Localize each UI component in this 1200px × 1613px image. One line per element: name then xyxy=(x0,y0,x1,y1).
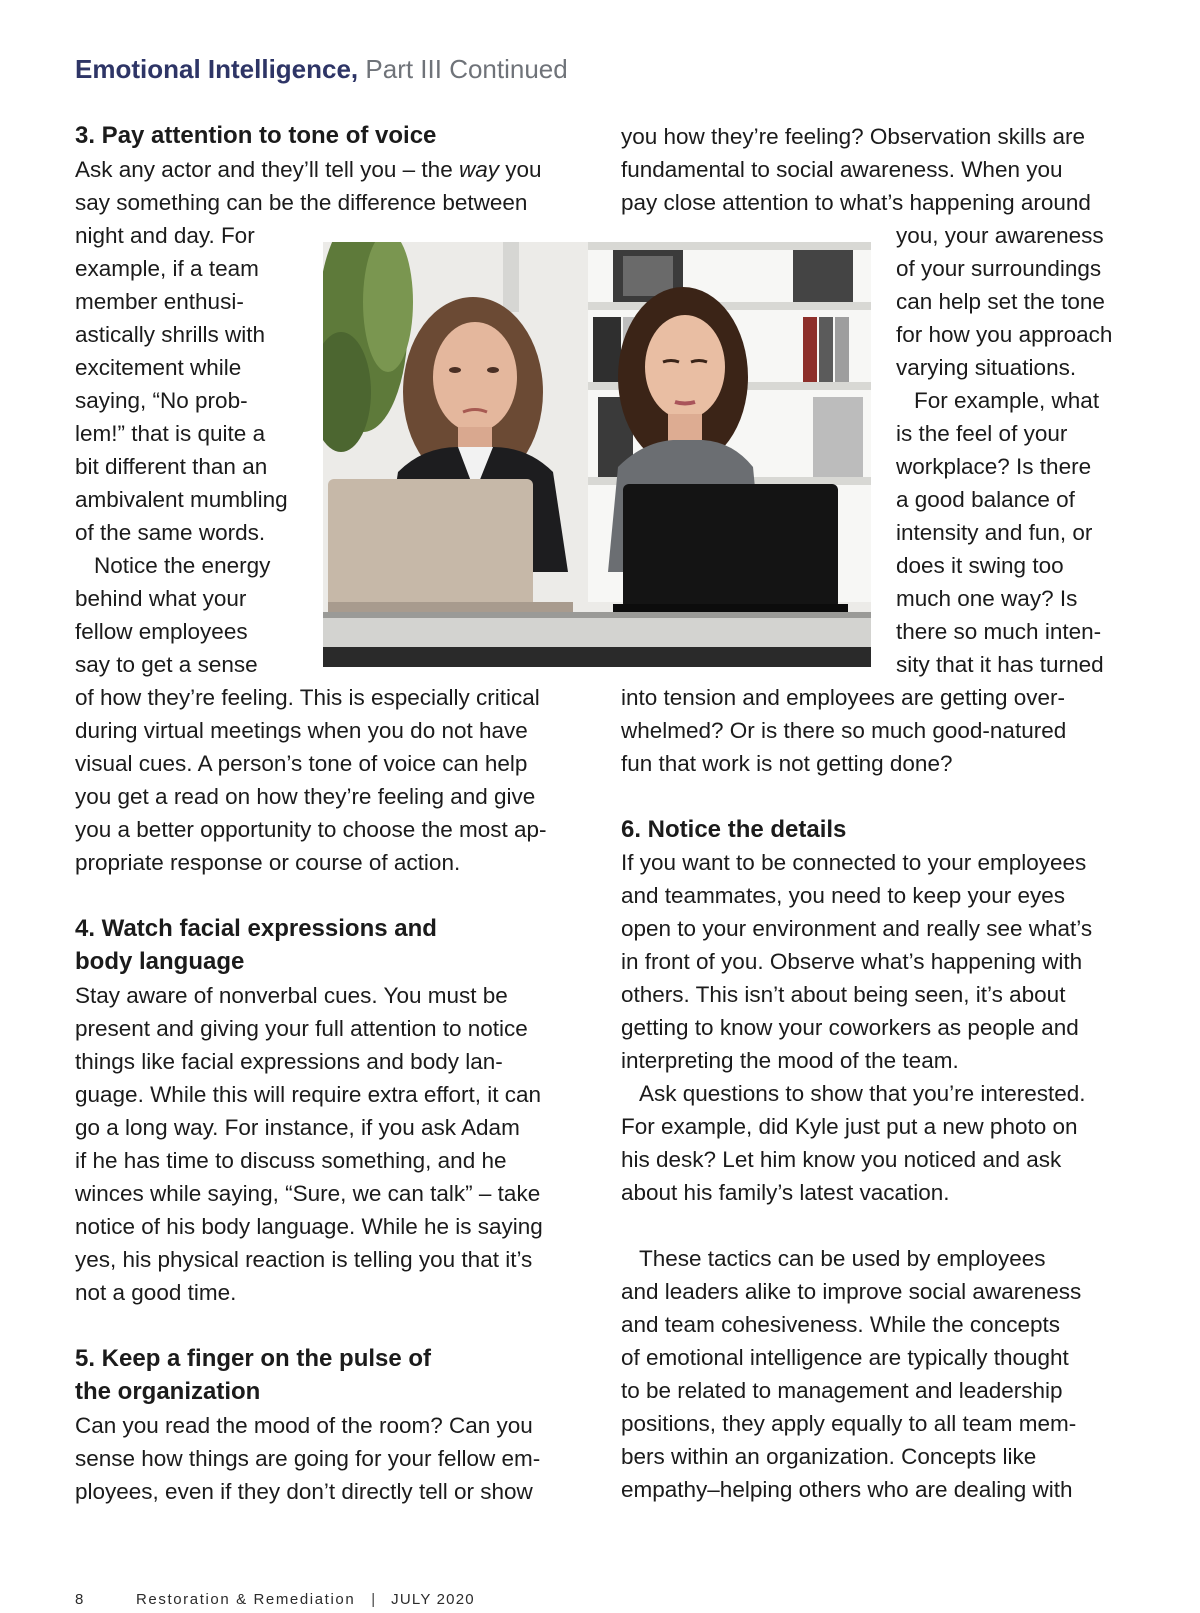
body-line: whelmed? Or is there so much good-natured xyxy=(621,718,1067,743)
body-line: yes, his physical reaction is telling you that it’s xyxy=(75,1247,533,1272)
body-line: for how you approach xyxy=(896,322,1113,347)
body-line: bit different than an xyxy=(75,454,268,479)
body-line: fundamental to social awareness. When you xyxy=(621,157,1063,182)
body-line: sense how things are going for your fellow em- xyxy=(75,1446,541,1471)
body-line: of emotional intelligence are typically thought xyxy=(621,1345,1069,1370)
footer-separator: | xyxy=(371,1591,376,1608)
body-line: These tactics can be used by employees xyxy=(639,1246,1046,1271)
body-line: Notice the energy xyxy=(94,553,271,578)
body-line: and team cohesiveness. While the concepts xyxy=(621,1312,1060,1337)
section-6-heading: 6. Notice the details xyxy=(621,816,847,843)
body-line: can help set the tone xyxy=(896,289,1105,314)
body-line: If you want to be connected to your employees xyxy=(621,850,1087,875)
body-line: say to get a sense xyxy=(75,652,258,677)
body-line: a good balance of xyxy=(896,487,1075,512)
body-line: and leaders alike to improve social awareness xyxy=(621,1279,1082,1304)
body-line: say something can be the difference between xyxy=(75,190,528,215)
body-line: if he has time to discuss something, and he xyxy=(75,1148,507,1173)
running-head-title: Emotional Intelligence, xyxy=(75,54,359,84)
page-footer xyxy=(75,1590,475,1610)
body-line: getting to know your coworkers as people and xyxy=(621,1015,1079,1040)
body-line: Ask any actor and they’ll tell you – the way you xyxy=(75,157,542,182)
body-line: sity that it has turned xyxy=(896,652,1104,677)
body-line: guage. While this will require extra effort, it can xyxy=(75,1082,542,1107)
body-line: interpreting the mood of the team. xyxy=(621,1048,959,1073)
section-5-heading: the organization xyxy=(75,1378,261,1405)
body-line: bers within an organization. Concepts like xyxy=(621,1444,1037,1469)
section-4-heading: body language xyxy=(75,948,245,975)
body-line: Ask questions to show that you’re interested. xyxy=(639,1081,1086,1106)
body-line: during virtual meetings when you do not have xyxy=(75,718,528,743)
body-line: in front of you. Observe what’s happening with xyxy=(621,949,1083,974)
magazine-name: Restoration & Remediation xyxy=(136,1591,356,1608)
body-line: of your surroundings xyxy=(896,256,1102,281)
body-line: about his family’s latest vacation. xyxy=(621,1180,950,1205)
body-line: is the feel of your xyxy=(896,421,1068,446)
issue-date: JULY 2020 xyxy=(391,1591,475,1608)
body-line: fun that work is not getting done? xyxy=(621,751,953,776)
body-line: of the same words. xyxy=(75,520,266,545)
body-line: and teammates, you need to keep your eyes xyxy=(621,883,1066,908)
body-line: much one way? Is xyxy=(896,586,1078,611)
body-line: you get a read on how they’re feeling and give xyxy=(75,784,536,809)
body-line: excitement while xyxy=(75,355,242,380)
emphasis-word: way xyxy=(458,157,499,182)
body-line: night and day. For xyxy=(75,223,255,248)
body-line: things like facial expressions and body lan- xyxy=(75,1049,503,1074)
body-line: saying, “No prob- xyxy=(75,388,248,413)
body-line: you how they’re feeling? Observation skills are xyxy=(621,124,1085,149)
body-line: to be related to management and leadership xyxy=(621,1378,1063,1403)
body-line: go a long way. For instance, if you ask Adam xyxy=(75,1115,520,1140)
body-line: fellow employees xyxy=(75,619,248,644)
body-line: into tension and employees are getting over- xyxy=(621,685,1066,710)
body-line: ambivalent mumbling xyxy=(75,487,288,512)
body-line: For example, did Kyle just put a new photo on xyxy=(621,1114,1078,1139)
body-line: winces while saying, “Sure, we can talk” – take xyxy=(75,1181,541,1206)
body-line: member enthusi- xyxy=(75,289,244,314)
body-line: present and giving your full attention to notice xyxy=(75,1016,528,1041)
body-line: For example, what xyxy=(914,388,1100,413)
body-line: Can you read the mood of the room? Can you xyxy=(75,1413,533,1438)
body-line: workplace? Is there xyxy=(896,454,1092,479)
body-line: behind what your xyxy=(75,586,247,611)
body-line: empathy–helping others who are dealing with xyxy=(621,1477,1073,1502)
body-line: astically shrills with xyxy=(75,322,266,347)
running-head xyxy=(75,52,568,86)
body-line: not a good time. xyxy=(75,1280,237,1305)
body-line: propriate response or course of action. xyxy=(75,850,461,875)
section-5-heading: 5. Keep a finger on the pulse of xyxy=(75,1345,432,1372)
body-line: of how they’re feeling. This is especially critical xyxy=(75,685,540,710)
body-line: others. This isn’t about being seen, it’s about xyxy=(621,982,1066,1007)
photo-two-women-at-laptops xyxy=(323,242,871,667)
body-line: ployees, even if they don’t directly tell or show xyxy=(75,1479,533,1504)
body-line: visual cues. A person’s tone of voice can help xyxy=(75,751,528,776)
body-line: Stay aware of nonverbal cues. You must be xyxy=(75,983,508,1008)
body-line: varying situations. xyxy=(896,355,1077,380)
section-3-heading: 3. Pay attention to tone of voice xyxy=(75,122,437,149)
body-line: does it swing too xyxy=(896,553,1064,578)
body-line: positions, they apply equally to all team mem- xyxy=(621,1411,1077,1436)
body-line: open to your environment and really see what’s xyxy=(621,916,1093,941)
page-number: 8 xyxy=(75,1591,84,1608)
body-line: you, your awareness xyxy=(896,223,1104,248)
section-4-heading: 4. Watch facial expressions and xyxy=(75,915,437,942)
body-line: you a better opportunity to choose the most ap- xyxy=(75,817,547,842)
body-line: example, if a team xyxy=(75,256,259,281)
body-line: his desk? Let him know you noticed and ask xyxy=(621,1147,1062,1172)
body-line: notice of his body language. While he is saying xyxy=(75,1214,543,1239)
running-head-subtitle: Part III Continued xyxy=(365,54,568,84)
body-line: lem!” that is quite a xyxy=(75,421,266,446)
body-line: there so much inten- xyxy=(896,619,1102,644)
body-line: pay close attention to what’s happening around xyxy=(621,190,1091,215)
body-line: intensity and fun, or xyxy=(896,520,1093,545)
